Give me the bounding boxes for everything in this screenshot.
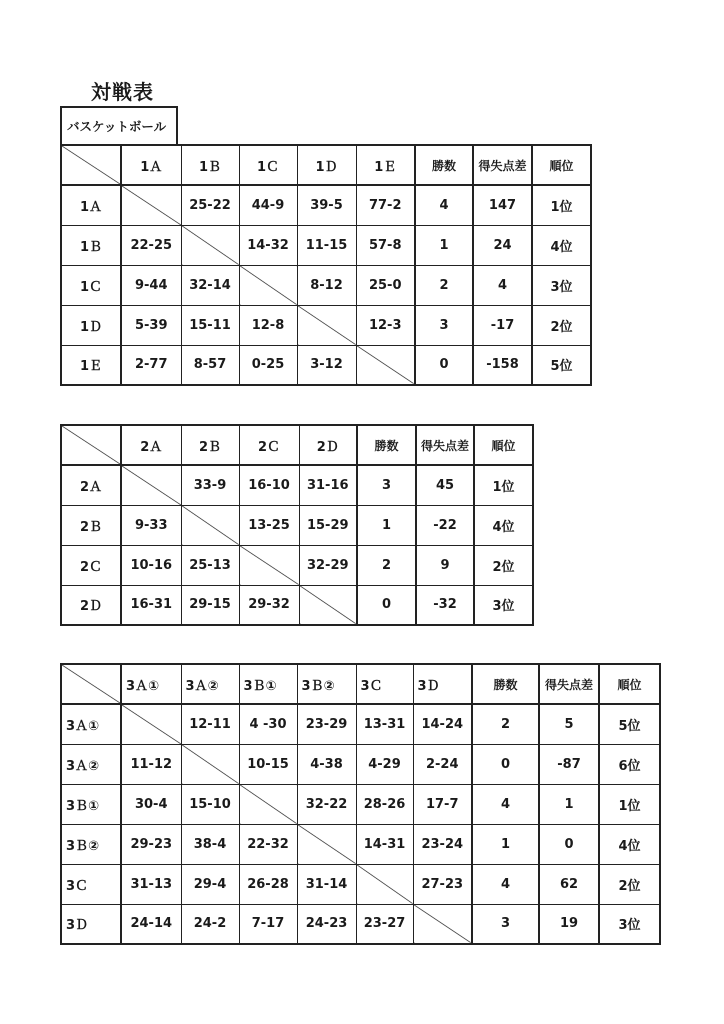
match-score: 23-24 [413, 824, 472, 864]
rank-value: 4位 [474, 505, 533, 545]
opponent-header: 3Ａ② [181, 664, 239, 704]
match-score: 13-31 [356, 704, 413, 744]
opponent-header: 1Ｅ [356, 145, 415, 185]
point-diff-value: 147 [473, 185, 532, 225]
wins-value: 2 [415, 265, 473, 305]
team-row [61, 744, 660, 784]
wins-value: 1 [357, 505, 416, 545]
team-label: 3Ｂ② [61, 824, 121, 864]
team-label: 2Ａ [61, 465, 121, 505]
wins-value: 1 [472, 824, 539, 864]
match-score: 31-14 [297, 864, 356, 904]
match-score: 3-12 [297, 345, 356, 385]
rank-value: 1位 [532, 185, 591, 225]
match-score: 29-32 [239, 585, 299, 625]
match-score: 29-23 [121, 824, 181, 864]
team-label: 3Ａ① [61, 704, 121, 744]
match-score: 14-31 [356, 824, 413, 864]
team-label: 1Ａ [61, 185, 121, 225]
diagonal-cell [121, 704, 181, 744]
match-score: 15-10 [181, 784, 239, 824]
point-diff-value: 19 [539, 904, 599, 944]
point-diff-value: 1 [539, 784, 599, 824]
team-label: 2Ｃ [61, 545, 121, 585]
point-diff-value: 62 [539, 864, 599, 904]
match-score: 9-33 [121, 505, 181, 545]
match-score: 28-26 [356, 784, 413, 824]
match-score: 10-15 [239, 744, 297, 784]
wins-value: 2 [472, 704, 539, 744]
team-row [61, 704, 660, 744]
diagonal-cell [239, 784, 297, 824]
team-label: 3Ｃ [61, 864, 121, 904]
team-label: 3Ａ② [61, 744, 121, 784]
diagonal-cell [121, 185, 181, 225]
match-score: 31-13 [121, 864, 181, 904]
team-row [61, 465, 533, 505]
wins-value: 1 [415, 225, 473, 265]
team-label: 2Ｂ [61, 505, 121, 545]
team-row [61, 305, 591, 345]
rank-header: 順位 [599, 664, 660, 704]
match-score: 31-16 [299, 465, 357, 505]
team-row [61, 784, 660, 824]
match-score: 24-14 [121, 904, 181, 944]
diagonal-cell [239, 265, 297, 305]
diagonal-cell [239, 545, 299, 585]
match-score: 33-9 [181, 465, 239, 505]
point-diff-value: 4 [473, 265, 532, 305]
match-score: 16-31 [121, 585, 181, 625]
point-diff-value: 24 [473, 225, 532, 265]
wins-value: 3 [472, 904, 539, 944]
opponent-header: 3Ｃ [356, 664, 413, 704]
rank-value: 4位 [532, 225, 591, 265]
rank-value: 3位 [532, 265, 591, 305]
point-diff-value: -17 [473, 305, 532, 345]
sport-label: バスケットボール [60, 106, 178, 144]
match-score: 12-8 [239, 305, 297, 345]
rank-header: 順位 [474, 425, 533, 465]
match-score: 27-23 [413, 864, 472, 904]
team-row [61, 345, 591, 385]
wins-header: 勝数 [357, 425, 416, 465]
team-label: 1Ｃ [61, 265, 121, 305]
match-score: 22-25 [121, 225, 181, 265]
opponent-header: 2Ｂ [181, 425, 239, 465]
match-score: 25-22 [181, 185, 239, 225]
wins-value: 3 [357, 465, 416, 505]
diagonal-cell [299, 585, 357, 625]
wins-header: 勝数 [472, 664, 539, 704]
match-score: 22-32 [239, 824, 297, 864]
opponent-header: 3Ｂ① [239, 664, 297, 704]
match-score: 11-12 [121, 744, 181, 784]
rank-header: 順位 [532, 145, 591, 185]
diagonal-corner-cell [61, 425, 121, 465]
diff-header: 得失点差 [539, 664, 599, 704]
opponent-header: 3Ａ① [121, 664, 181, 704]
match-score: 8-12 [297, 265, 356, 305]
diagonal-cell [297, 305, 356, 345]
match-score: 77-2 [356, 185, 415, 225]
standings-table-grade-2 [60, 424, 534, 626]
opponent-header: 2Ａ [121, 425, 181, 465]
match-score: 7-17 [239, 904, 297, 944]
team-row [61, 545, 533, 585]
diff-header: 得失点差 [416, 425, 474, 465]
point-diff-value: -158 [473, 345, 532, 385]
header-row [61, 664, 660, 704]
point-diff-value: 5 [539, 704, 599, 744]
opponent-header: 3Ｂ② [297, 664, 356, 704]
match-score: 23-29 [297, 704, 356, 744]
match-score: 25-0 [356, 265, 415, 305]
team-label: 2Ｄ [61, 585, 121, 625]
point-diff-value: -87 [539, 744, 599, 784]
opponent-header: 1Ａ [121, 145, 181, 185]
point-diff-value: 45 [416, 465, 474, 505]
opponent-header: 2Ｄ [299, 425, 357, 465]
wins-value: 4 [472, 864, 539, 904]
opponent-header: 1Ｄ [297, 145, 356, 185]
match-score: 26-28 [239, 864, 297, 904]
wins-value: 2 [357, 545, 416, 585]
wins-value: 4 [415, 185, 473, 225]
rank-value: 3位 [474, 585, 533, 625]
match-score: 16-10 [239, 465, 299, 505]
wins-value: 4 [472, 784, 539, 824]
match-score: 32-22 [297, 784, 356, 824]
point-diff-value: -22 [416, 505, 474, 545]
diagonal-cell [181, 505, 239, 545]
match-score: 14-24 [413, 704, 472, 744]
rank-value: 4位 [599, 824, 660, 864]
team-row [61, 185, 591, 225]
rank-value: 2位 [474, 545, 533, 585]
point-diff-value: 0 [539, 824, 599, 864]
rank-value: 1位 [474, 465, 533, 505]
match-score: 2-24 [413, 744, 472, 784]
team-row [61, 864, 660, 904]
rank-value: 2位 [599, 864, 660, 904]
rank-value: 2位 [532, 305, 591, 345]
point-diff-value: 9 [416, 545, 474, 585]
standings-table-grade-1 [60, 144, 592, 386]
header-row [61, 425, 533, 465]
match-score: 13-25 [239, 505, 299, 545]
match-score: 39-5 [297, 185, 356, 225]
match-score: 25-13 [181, 545, 239, 585]
team-row [61, 824, 660, 864]
match-score: 0-25 [239, 345, 297, 385]
match-score: 4-38 [297, 744, 356, 784]
standings-table-grade-3 [60, 663, 661, 945]
diagonal-cell [356, 345, 415, 385]
match-score: 44-9 [239, 185, 297, 225]
team-row [61, 585, 533, 625]
match-score: 12-11 [181, 704, 239, 744]
match-score: 10-16 [121, 545, 181, 585]
match-score: 38-4 [181, 824, 239, 864]
match-score: 5-39 [121, 305, 181, 345]
wins-value: 0 [472, 744, 539, 784]
rank-value: 5位 [599, 704, 660, 744]
team-label: 3Ｄ [61, 904, 121, 944]
wins-value: 3 [415, 305, 473, 345]
team-row [61, 505, 533, 545]
team-label: 1Ｄ [61, 305, 121, 345]
match-score: 17-7 [413, 784, 472, 824]
rank-value: 3位 [599, 904, 660, 944]
match-score: 29-15 [181, 585, 239, 625]
match-score: 4-29 [356, 744, 413, 784]
team-label: 1Ｅ [61, 345, 121, 385]
match-score: 24-2 [181, 904, 239, 944]
match-score: 29-4 [181, 864, 239, 904]
diagonal-cell [181, 225, 239, 265]
rank-value: 5位 [532, 345, 591, 385]
diagonal-cell [413, 904, 472, 944]
match-score: 14-32 [239, 225, 297, 265]
team-row [61, 265, 591, 305]
page-title: 対戦表 [91, 80, 154, 104]
match-score: 9-44 [121, 265, 181, 305]
wins-value: 0 [415, 345, 473, 385]
team-row [61, 225, 591, 265]
diagonal-cell [356, 864, 413, 904]
match-score: 12-3 [356, 305, 415, 345]
rank-value: 1位 [599, 784, 660, 824]
match-score: 32-29 [299, 545, 357, 585]
match-score: 23-27 [356, 904, 413, 944]
opponent-header: 1Ｂ [181, 145, 239, 185]
wins-value: 0 [357, 585, 416, 625]
match-score: 4 -30 [239, 704, 297, 744]
match-score: 30-4 [121, 784, 181, 824]
team-label: 3Ｂ① [61, 784, 121, 824]
diagonal-corner-cell [61, 145, 121, 185]
header-row [61, 145, 591, 185]
match-score: 32-14 [181, 265, 239, 305]
match-score: 57-8 [356, 225, 415, 265]
diagonal-cell [297, 824, 356, 864]
rank-value: 6位 [599, 744, 660, 784]
opponent-header: 3Ｄ [413, 664, 472, 704]
match-score: 15-11 [181, 305, 239, 345]
team-row [61, 904, 660, 944]
diagonal-cell [121, 465, 181, 505]
opponent-header: 1Ｃ [239, 145, 297, 185]
diagonal-corner-cell [61, 664, 121, 704]
opponent-header: 2Ｃ [239, 425, 299, 465]
point-diff-value: -32 [416, 585, 474, 625]
match-score: 2-77 [121, 345, 181, 385]
diagonal-cell [181, 744, 239, 784]
match-score: 15-29 [299, 505, 357, 545]
match-score: 8-57 [181, 345, 239, 385]
diff-header: 得失点差 [473, 145, 532, 185]
wins-header: 勝数 [415, 145, 473, 185]
team-label: 1Ｂ [61, 225, 121, 265]
match-score: 11-15 [297, 225, 356, 265]
match-score: 24-23 [297, 904, 356, 944]
